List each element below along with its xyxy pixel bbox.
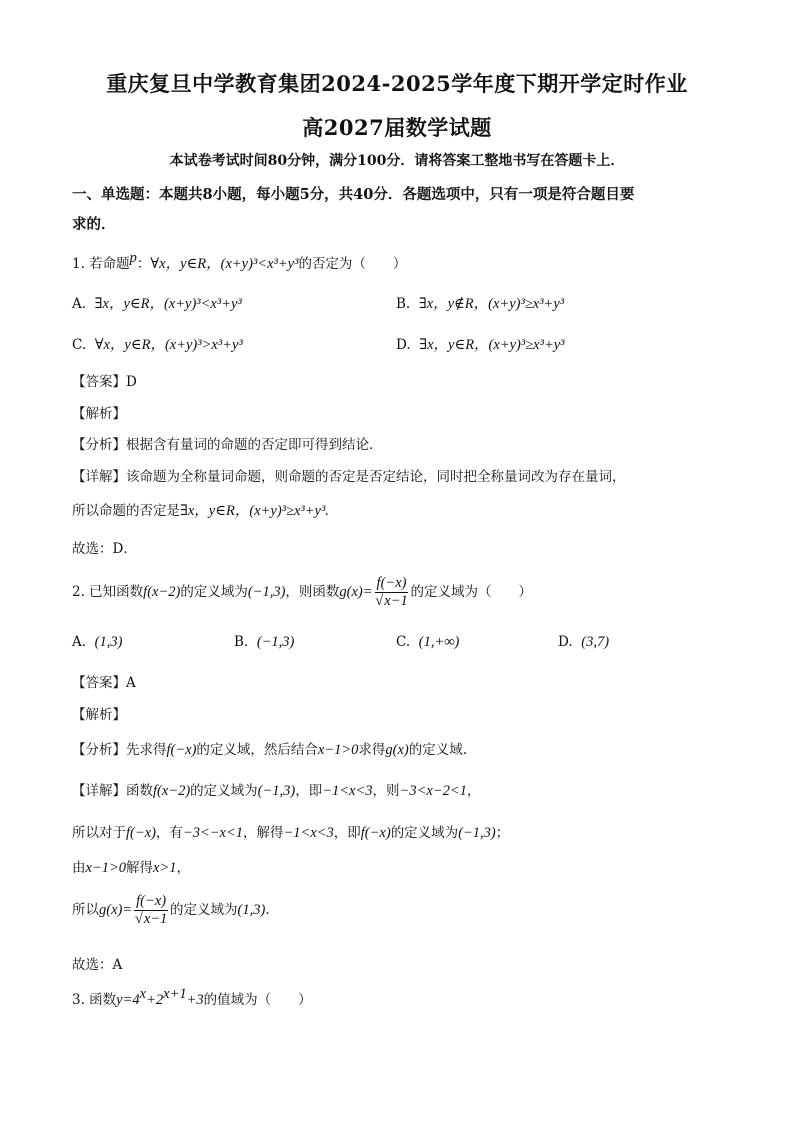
q1-answer: 【答案】D [72, 374, 137, 390]
q2-detail-4: 所以g(x)= $\frac{f(-x)}{√x-1}$ 的定义域为(1,3). [72, 893, 270, 927]
q2-fraction: $\frac{f(-x)}{√x-1}$ [375, 575, 408, 609]
q2-option-a: A. (1,3) [72, 634, 123, 650]
q2-option-c: C. (1,+∞) [396, 634, 460, 650]
q2-option-b: B. (−1,3) [234, 634, 295, 650]
q1-analysis: 【分析】根据含有量词的命题的否定即可得到结论． [72, 437, 383, 453]
section-heading-cont: 求的． [72, 216, 116, 233]
section-heading: 一、单选题：本题共8小题，每小题5分，共40分．各题选项中，只有一项是符合题目要 [72, 186, 635, 203]
q1-detail: 【详解】该命题为全称量词命题，则命题的否定是否定结论，同时把全称量词改为存在量词， [72, 469, 626, 485]
exam-notice: 本试卷考试时间80分钟，满分100分．请将答案工整地书写在答题卡上． [169, 153, 625, 169]
q1-stem: 1. 若命题$^p$：∀x，y∈R，(x+y)³<x³+y³的否定为（ ） [72, 250, 407, 272]
q2-analysis: 【分析】先求得f(−x)的定义域，然后结合x−1>0求得g(x)的定义域. [72, 742, 468, 758]
q2-conclusion-fraction: $\frac{f(-x)}{√x-1}$ [134, 893, 168, 927]
q3-stem: 3. 函数$y=4^x+2^{x+1}+3$的值域为（ ） [72, 986, 312, 1008]
q2-detail-2: 所以对于f(−x)，有−3<−x<1，解得−1<x<3，即f(−x)的定义域为(−1,3)； [72, 825, 510, 841]
q2-choice: 故选：A [72, 957, 123, 973]
q1-option-a: A. ∃x，y∈R，(x+y)³<x³+y³ [72, 296, 242, 312]
q2-detail-1: 【详解】函数f(x−2)的定义域为(−1,3)，即−1<x<3，则−3<x−2<1， [72, 783, 481, 799]
q2-option-d: D. (3,7) [558, 634, 610, 650]
q1-option-d: D. ∃x，y∈R，(x+y)³≥x³+y³ [396, 337, 565, 353]
q1-solution-label: 【解析】 [72, 406, 126, 422]
q2-detail-3: 由x−1>0解得x>1， [72, 860, 190, 876]
q1-choice: 故选：D． [72, 541, 137, 557]
q1-option-b: B. ∃x，y∉R，(x+y)³≥x³+y³ [396, 296, 565, 312]
exam-subtitle: 高2027届数学试题 [302, 115, 492, 140]
q1-option-c: C. ∀x，y∈R，(x+y)³>x³+y³ [72, 337, 243, 353]
exam-title: 重庆复旦中学教育集团2024-2025学年度下期开学定时作业 [106, 71, 688, 96]
q1-conclusion: 所以命题的否定是∃x，y∈R，(x+y)³≥x³+y³. [72, 503, 329, 519]
q2-stem: 2. 已知函数f(x−2)的定义域为(−1,3)，则函数g(x)= $\frac{f(-x)}{√x-1}$ 的定义域为（ ） [72, 575, 532, 609]
q2-solution-label: 【解析】 [72, 707, 126, 723]
q2-answer: 【答案】A [72, 675, 136, 691]
